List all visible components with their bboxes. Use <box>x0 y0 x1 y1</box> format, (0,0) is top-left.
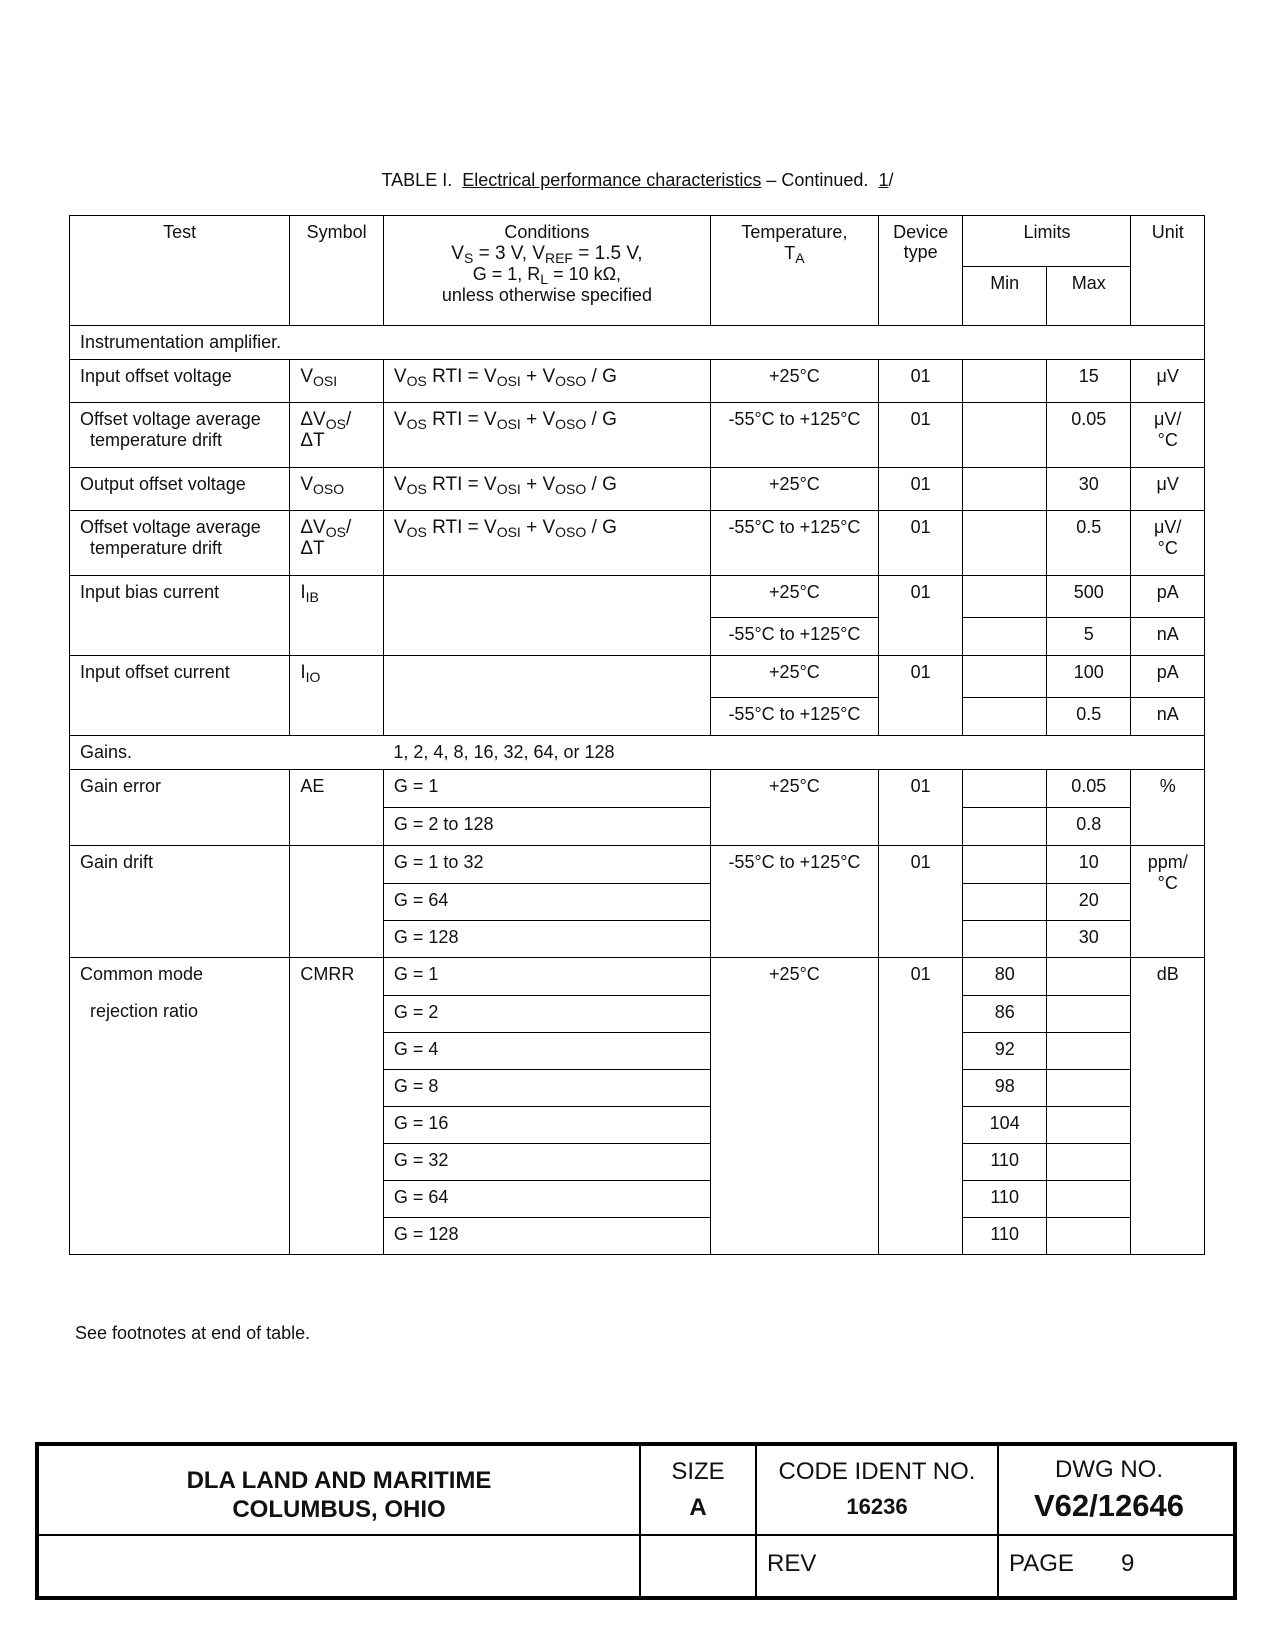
table-row <box>70 846 1205 884</box>
section-gains-values: 1, 2, 4, 8, 16, 32, 64, or 128 <box>383 736 1204 770</box>
code-ident-value: 16236 <box>846 1494 908 1519</box>
symbol-cell: $I_{IB}$ <box>290 576 384 656</box>
symbol-cell: AE <box>290 770 384 846</box>
condition-cell: G = 16 <box>383 1107 710 1144</box>
min-cell <box>963 808 1047 846</box>
unit-line-a: ppm/ <box>1147 852 1188 872</box>
conditions-title: Conditions <box>504 222 590 242</box>
unit-line-a: μV/ <box>1154 409 1182 429</box>
max-cell: 0.05 <box>1046 403 1131 468</box>
max-cell: 0.8 <box>1046 808 1131 846</box>
condition-cell: $V_{OS}$ RTI = $V_{OSI} + V_{OSO} / G$ <box>383 360 710 403</box>
characteristics-table <box>69 215 1205 1255</box>
min-cell: 110 <box>963 1181 1047 1218</box>
condition-cell: $V_{OS}$ RTI = $V_{OSI} + V_{OSO} / G$ <box>383 468 710 511</box>
unit-line-b: °C <box>1157 873 1178 893</box>
min-cell <box>963 656 1047 698</box>
device-cell: 01 <box>878 770 963 846</box>
condition-cell: $V_{OS}$ RTI = $V_{OSI} + V_{OSO} / G$ <box>383 511 710 576</box>
max-cell: 30 <box>1046 921 1131 958</box>
conditions-line2: unless otherwise specified <box>441 285 652 305</box>
device-cell: 01 <box>878 403 963 468</box>
footnote: See footnotes at end of table. <box>75 1323 311 1343</box>
header-symbol: Symbol <box>290 216 384 326</box>
device-cell: 01 <box>878 846 963 958</box>
code-ident-label: CODE IDENT NO. <box>778 1458 976 1485</box>
max-cell <box>1046 1070 1131 1107</box>
min-cell <box>963 770 1047 808</box>
max-cell <box>1046 1144 1131 1181</box>
symbol-cell: $I_{IO}$ <box>290 656 384 736</box>
header-device: Device type <box>878 216 963 326</box>
test-cell <box>70 958 290 1255</box>
size-cell <box>639 1446 755 1596</box>
unit-cell: pA <box>1131 576 1205 618</box>
table-row <box>70 403 1205 468</box>
max-cell: 500 <box>1046 576 1131 618</box>
section-row <box>70 326 1205 360</box>
min-cell <box>963 511 1047 576</box>
temp-cell: +25°C <box>710 958 878 1255</box>
table-row <box>70 360 1205 403</box>
min-cell: 86 <box>963 996 1047 1033</box>
max-cell <box>1046 958 1131 996</box>
rev-label: REV <box>767 1550 817 1577</box>
unit-line-b: °C <box>1157 538 1178 558</box>
header-test: Test <box>70 216 290 326</box>
header-unit: Unit <box>1131 216 1205 326</box>
symbol-cell: $V_{OSI}$ <box>290 360 384 403</box>
section-inst-amp: Instrumentation amplifier. <box>70 326 1205 360</box>
symbol-cell <box>290 846 384 958</box>
test-cell: Input offset current <box>70 656 290 736</box>
unit-cell <box>1131 403 1205 468</box>
temp-cell: +25°C <box>710 576 878 618</box>
caption-suffix: – Continued. <box>766 170 869 190</box>
condition-cell: $V_{OS}$ RTI = $V_{OSI} + V_{OSO} / G$ <box>383 403 710 468</box>
header-conditions: Conditions $V_S = 3$ V, $V_{REF} = 1.5$ V, G = 1, $R_L = 10$ kΩ, unless otherwise specified <box>383 216 710 326</box>
min-cell: 110 <box>963 1144 1047 1181</box>
unit-cell: % <box>1131 770 1205 846</box>
table-row <box>70 511 1205 576</box>
unit-cell: pA <box>1131 656 1205 698</box>
max-cell: 5 <box>1046 618 1131 656</box>
condition-cell: G = 128 <box>383 1218 710 1255</box>
max-cell: 20 <box>1046 884 1131 921</box>
unit-cell <box>1131 846 1205 958</box>
max-cell: 10 <box>1046 846 1131 884</box>
max-cell <box>1046 996 1131 1033</box>
header-limits: Limits <box>963 216 1131 267</box>
min-cell: 110 <box>963 1218 1047 1255</box>
temp-cell: +25°C <box>710 656 878 698</box>
test-cell: Input offset voltage <box>70 360 290 403</box>
temperature-label: Temperature, <box>741 222 848 242</box>
unit-cell: nA <box>1131 618 1205 656</box>
test-line-b: temperature drift <box>90 538 223 558</box>
min-cell <box>963 698 1047 736</box>
caption-title: Electrical performance characteristics <box>462 170 762 190</box>
dwg-label: DWG NO. <box>1055 1456 1163 1483</box>
test-cell <box>70 511 290 576</box>
test-cell: Output offset voltage <box>70 468 290 511</box>
section-gains: Gains. <box>70 736 384 770</box>
caption-note-slash: / <box>888 170 894 190</box>
test-cell: Gain error <box>70 770 290 846</box>
unit-cell: nA <box>1131 698 1205 736</box>
table-row <box>70 656 1205 698</box>
device-cell: 01 <box>878 576 963 656</box>
condition-cell: G = 64 <box>383 1181 710 1218</box>
org-line-2: COLUMBUS, OHIO <box>232 1496 446 1523</box>
table-row <box>70 468 1205 511</box>
table-row <box>70 958 1205 996</box>
min-cell: 104 <box>963 1107 1047 1144</box>
condition-cell: G = 64 <box>383 884 710 921</box>
symbol-cell: $\Delta V_{OS}/$ ΔT <box>290 511 384 576</box>
condition-cell: G = 8 <box>383 1070 710 1107</box>
condition-cell: G = 1 to 32 <box>383 846 710 884</box>
condition-cell <box>383 656 710 736</box>
max-cell <box>1046 1218 1131 1255</box>
temp-cell: -55°C to +125°C <box>710 403 878 468</box>
test-line-b: temperature drift <box>90 430 223 450</box>
test-cell: Gain drift <box>70 846 290 958</box>
header-min: Min <box>963 267 1047 326</box>
dwg-value: V62/12646 <box>1034 1488 1184 1523</box>
header-row <box>70 216 1205 267</box>
caption-prefix: TABLE I. <box>381 170 453 190</box>
device-cell: 01 <box>878 360 963 403</box>
min-cell <box>963 921 1047 958</box>
symbol-cell: CMRR <box>290 958 384 1255</box>
temp-cell: -55°C to +125°C <box>710 618 878 656</box>
test-line-a: Offset voltage average <box>80 517 261 537</box>
title-block-divider <box>39 1534 1233 1536</box>
section-row <box>70 736 1205 770</box>
test-line-a: Common mode <box>80 964 204 984</box>
condition-cell: G = 2 <box>383 996 710 1033</box>
condition-cell: G = 1 <box>383 958 710 996</box>
condition-cell: G = 2 to 128 <box>383 808 710 846</box>
page-label: PAGE <box>1009 1550 1074 1577</box>
device-cell: 01 <box>878 468 963 511</box>
table-caption <box>0 170 1275 191</box>
min-cell <box>963 360 1047 403</box>
test-line-b: rejection ratio <box>90 1001 199 1021</box>
temp-cell: +25°C <box>710 360 878 403</box>
org-name <box>39 1446 639 1534</box>
max-cell: 0.05 <box>1046 770 1131 808</box>
page-number: 9 <box>1121 1550 1135 1577</box>
unit-cell: μV <box>1131 360 1205 403</box>
test-cell <box>70 403 290 468</box>
org-line-1: DLA LAND AND MARITIME <box>186 1467 492 1494</box>
min-cell <box>963 468 1047 511</box>
unit-cell: dB <box>1131 958 1205 1255</box>
max-cell: 0.5 <box>1046 698 1131 736</box>
size-value: A <box>689 1494 707 1521</box>
min-cell <box>963 884 1047 921</box>
temperature-sym: T <box>784 243 796 263</box>
min-cell: 98 <box>963 1070 1047 1107</box>
temperature-sub: A <box>795 250 805 266</box>
test-line-a: Offset voltage average <box>80 409 261 429</box>
min-cell: 92 <box>963 1033 1047 1070</box>
temp-cell: +25°C <box>710 468 878 511</box>
min-cell <box>963 846 1047 884</box>
size-label: SIZE <box>671 1458 725 1485</box>
temp-cell: -55°C to +125°C <box>710 846 878 958</box>
min-cell <box>963 618 1047 656</box>
temp-cell: -55°C to +125°C <box>710 511 878 576</box>
device-cell: 01 <box>878 958 963 1255</box>
test-cell: Input bias current <box>70 576 290 656</box>
condition-cell: G = 4 <box>383 1033 710 1070</box>
condition-cell: G = 32 <box>383 1144 710 1181</box>
max-cell: 30 <box>1046 468 1131 511</box>
header-max: Max <box>1046 267 1131 326</box>
unit-cell: μV <box>1131 468 1205 511</box>
symbol-cell: $V_{OSO}$ <box>290 468 384 511</box>
table-row <box>70 770 1205 808</box>
max-cell: 0.5 <box>1046 511 1131 576</box>
table-row <box>70 576 1205 618</box>
unit-cell <box>1131 511 1205 576</box>
condition-cell: G = 1 <box>383 770 710 808</box>
device-cell: 01 <box>878 511 963 576</box>
max-cell <box>1046 1033 1131 1070</box>
unit-line-a: μV/ <box>1154 517 1182 537</box>
min-cell <box>963 403 1047 468</box>
unit-line-b: °C <box>1157 430 1178 450</box>
title-block <box>35 1442 1237 1600</box>
min-cell: 80 <box>963 958 1047 996</box>
max-cell <box>1046 1107 1131 1144</box>
caption-note-ref: 1 <box>878 170 889 190</box>
temp-cell: +25°C <box>710 770 878 846</box>
max-cell: 100 <box>1046 656 1131 698</box>
symbol-cell: $\Delta V_{OS}/$ ΔT <box>290 403 384 468</box>
min-cell <box>963 576 1047 618</box>
temp-cell: -55°C to +125°C <box>710 698 878 736</box>
condition-cell: G = 128 <box>383 921 710 958</box>
max-cell: 15 <box>1046 360 1131 403</box>
device-cell: 01 <box>878 656 963 736</box>
max-cell <box>1046 1181 1131 1218</box>
condition-cell <box>383 576 710 656</box>
header-temperature <box>710 216 878 326</box>
